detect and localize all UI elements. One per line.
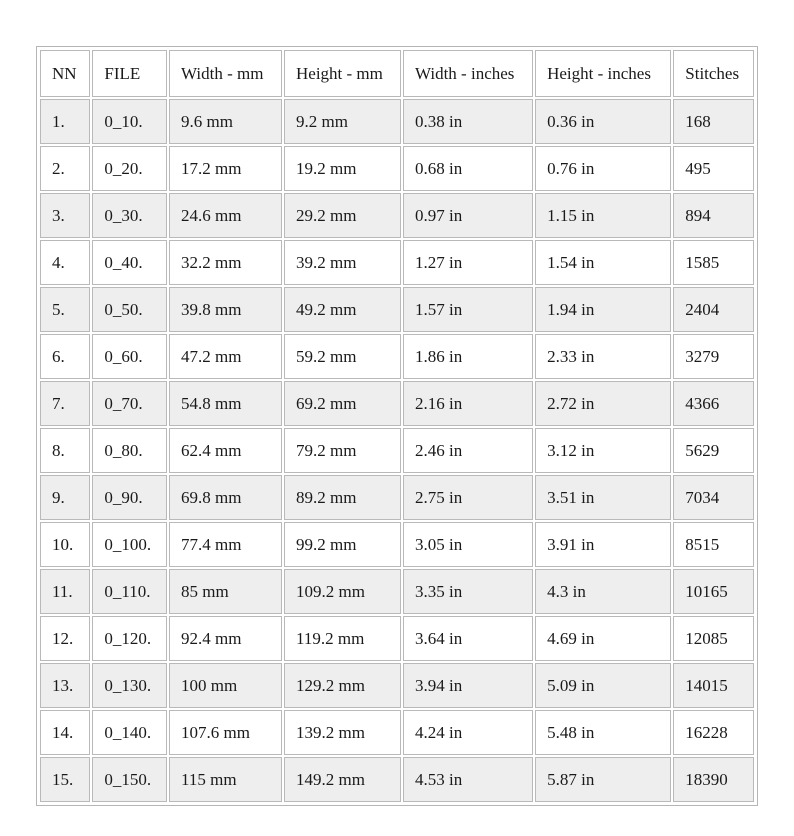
cell-width-mm: 69.8 mm [169, 475, 282, 520]
cell-height-inches: 2.33 in [535, 334, 671, 379]
cell-width-inches: 3.64 in [403, 616, 533, 661]
table-row [40, 240, 754, 285]
cell-height-mm: 39.2 mm [284, 240, 401, 285]
cell-height-inches: 0.76 in [535, 146, 671, 191]
cell-height-mm: 9.2 mm [284, 99, 401, 144]
cell-stitches: 3279 [673, 334, 754, 379]
cell-width-inches: 4.24 in [403, 710, 533, 755]
cell-width-inches: 1.57 in [403, 287, 533, 332]
cell-stitches: 495 [673, 146, 754, 191]
column-header-height-inches: Height - inches [535, 50, 671, 97]
cell-height-inches: 1.94 in [535, 287, 671, 332]
cell-file: 0_130. [92, 663, 167, 708]
cell-height-inches: 3.51 in [535, 475, 671, 520]
cell-width-inches: 1.86 in [403, 334, 533, 379]
cell-height-inches: 5.48 in [535, 710, 671, 755]
cell-width-inches: 0.38 in [403, 99, 533, 144]
table-header-row [40, 50, 754, 97]
cell-width-mm: 62.4 mm [169, 428, 282, 473]
cell-nn: 6. [40, 334, 90, 379]
cell-height-inches: 2.72 in [535, 381, 671, 426]
column-header-height-mm: Height - mm [284, 50, 401, 97]
cell-height-mm: 19.2 mm [284, 146, 401, 191]
table-row [40, 334, 754, 379]
cell-height-mm: 79.2 mm [284, 428, 401, 473]
cell-nn: 4. [40, 240, 90, 285]
cell-height-mm: 109.2 mm [284, 569, 401, 614]
cell-file: 0_90. [92, 475, 167, 520]
cell-width-mm: 100 mm [169, 663, 282, 708]
cell-nn: 10. [40, 522, 90, 567]
cell-stitches: 5629 [673, 428, 754, 473]
cell-height-mm: 29.2 mm [284, 193, 401, 238]
cell-file: 0_20. [92, 146, 167, 191]
cell-stitches: 2404 [673, 287, 754, 332]
table-body [40, 99, 754, 802]
cell-width-mm: 85 mm [169, 569, 282, 614]
table-row [40, 710, 754, 755]
table-row [40, 381, 754, 426]
cell-stitches: 1585 [673, 240, 754, 285]
cell-width-mm: 17.2 mm [169, 146, 282, 191]
cell-width-inches: 3.05 in [403, 522, 533, 567]
column-header-width-inches: Width - inches [403, 50, 533, 97]
cell-file: 0_120. [92, 616, 167, 661]
cell-stitches: 14015 [673, 663, 754, 708]
cell-width-inches: 4.53 in [403, 757, 533, 802]
table-row [40, 616, 754, 661]
cell-height-mm: 149.2 mm [284, 757, 401, 802]
cell-nn: 5. [40, 287, 90, 332]
cell-width-inches: 0.68 in [403, 146, 533, 191]
cell-stitches: 4366 [673, 381, 754, 426]
table-row [40, 663, 754, 708]
cell-file: 0_150. [92, 757, 167, 802]
cell-stitches: 8515 [673, 522, 754, 567]
cell-nn: 2. [40, 146, 90, 191]
cell-height-inches: 3.12 in [535, 428, 671, 473]
cell-file: 0_70. [92, 381, 167, 426]
cell-width-inches: 3.94 in [403, 663, 533, 708]
cell-height-mm: 119.2 mm [284, 616, 401, 661]
table-row [40, 287, 754, 332]
cell-nn: 9. [40, 475, 90, 520]
cell-stitches: 7034 [673, 475, 754, 520]
cell-file: 0_140. [92, 710, 167, 755]
table-row [40, 99, 754, 144]
column-header-file: FILE [92, 50, 167, 97]
cell-nn: 15. [40, 757, 90, 802]
cell-stitches: 12085 [673, 616, 754, 661]
size-table-container [36, 46, 758, 806]
cell-width-inches: 0.97 in [403, 193, 533, 238]
cell-stitches: 18390 [673, 757, 754, 802]
cell-height-inches: 1.15 in [535, 193, 671, 238]
cell-width-mm: 47.2 mm [169, 334, 282, 379]
table-row [40, 475, 754, 520]
cell-width-inches: 3.35 in [403, 569, 533, 614]
cell-file: 0_80. [92, 428, 167, 473]
cell-file: 0_60. [92, 334, 167, 379]
table-row [40, 569, 754, 614]
column-header-nn: NN [40, 50, 90, 97]
cell-file: 0_100. [92, 522, 167, 567]
cell-file: 0_30. [92, 193, 167, 238]
cell-nn: 13. [40, 663, 90, 708]
cell-width-mm: 39.8 mm [169, 287, 282, 332]
table-row [40, 428, 754, 473]
cell-stitches: 168 [673, 99, 754, 144]
cell-height-mm: 49.2 mm [284, 287, 401, 332]
cell-height-inches: 5.09 in [535, 663, 671, 708]
cell-nn: 1. [40, 99, 90, 144]
cell-height-inches: 4.3 in [535, 569, 671, 614]
cell-height-mm: 59.2 mm [284, 334, 401, 379]
cell-nn: 7. [40, 381, 90, 426]
cell-nn: 14. [40, 710, 90, 755]
cell-width-inches: 1.27 in [403, 240, 533, 285]
cell-stitches: 10165 [673, 569, 754, 614]
cell-height-inches: 3.91 in [535, 522, 671, 567]
table-row [40, 146, 754, 191]
cell-height-inches: 5.87 in [535, 757, 671, 802]
cell-height-inches: 4.69 in [535, 616, 671, 661]
table-row [40, 193, 754, 238]
cell-stitches: 16228 [673, 710, 754, 755]
cell-file: 0_10. [92, 99, 167, 144]
cell-height-inches: 0.36 in [535, 99, 671, 144]
cell-width-mm: 32.2 mm [169, 240, 282, 285]
cell-width-inches: 2.16 in [403, 381, 533, 426]
cell-stitches: 894 [673, 193, 754, 238]
cell-nn: 3. [40, 193, 90, 238]
cell-width-mm: 92.4 mm [169, 616, 282, 661]
column-header-width-mm: Width - mm [169, 50, 282, 97]
cell-height-inches: 1.54 in [535, 240, 671, 285]
cell-nn: 11. [40, 569, 90, 614]
table-row [40, 757, 754, 802]
cell-height-mm: 89.2 mm [284, 475, 401, 520]
size-table [38, 48, 756, 804]
cell-nn: 12. [40, 616, 90, 661]
cell-width-mm: 115 mm [169, 757, 282, 802]
cell-width-mm: 77.4 mm [169, 522, 282, 567]
cell-height-mm: 69.2 mm [284, 381, 401, 426]
column-header-stitches: Stitches [673, 50, 754, 97]
cell-file: 0_50. [92, 287, 167, 332]
cell-file: 0_110. [92, 569, 167, 614]
cell-height-mm: 99.2 mm [284, 522, 401, 567]
cell-nn: 8. [40, 428, 90, 473]
cell-height-mm: 129.2 mm [284, 663, 401, 708]
cell-file: 0_40. [92, 240, 167, 285]
cell-width-mm: 24.6 mm [169, 193, 282, 238]
cell-width-inches: 2.46 in [403, 428, 533, 473]
cell-width-mm: 107.6 mm [169, 710, 282, 755]
cell-height-mm: 139.2 mm [284, 710, 401, 755]
table-row [40, 522, 754, 567]
cell-width-mm: 54.8 mm [169, 381, 282, 426]
cell-width-mm: 9.6 mm [169, 99, 282, 144]
cell-width-inches: 2.75 in [403, 475, 533, 520]
